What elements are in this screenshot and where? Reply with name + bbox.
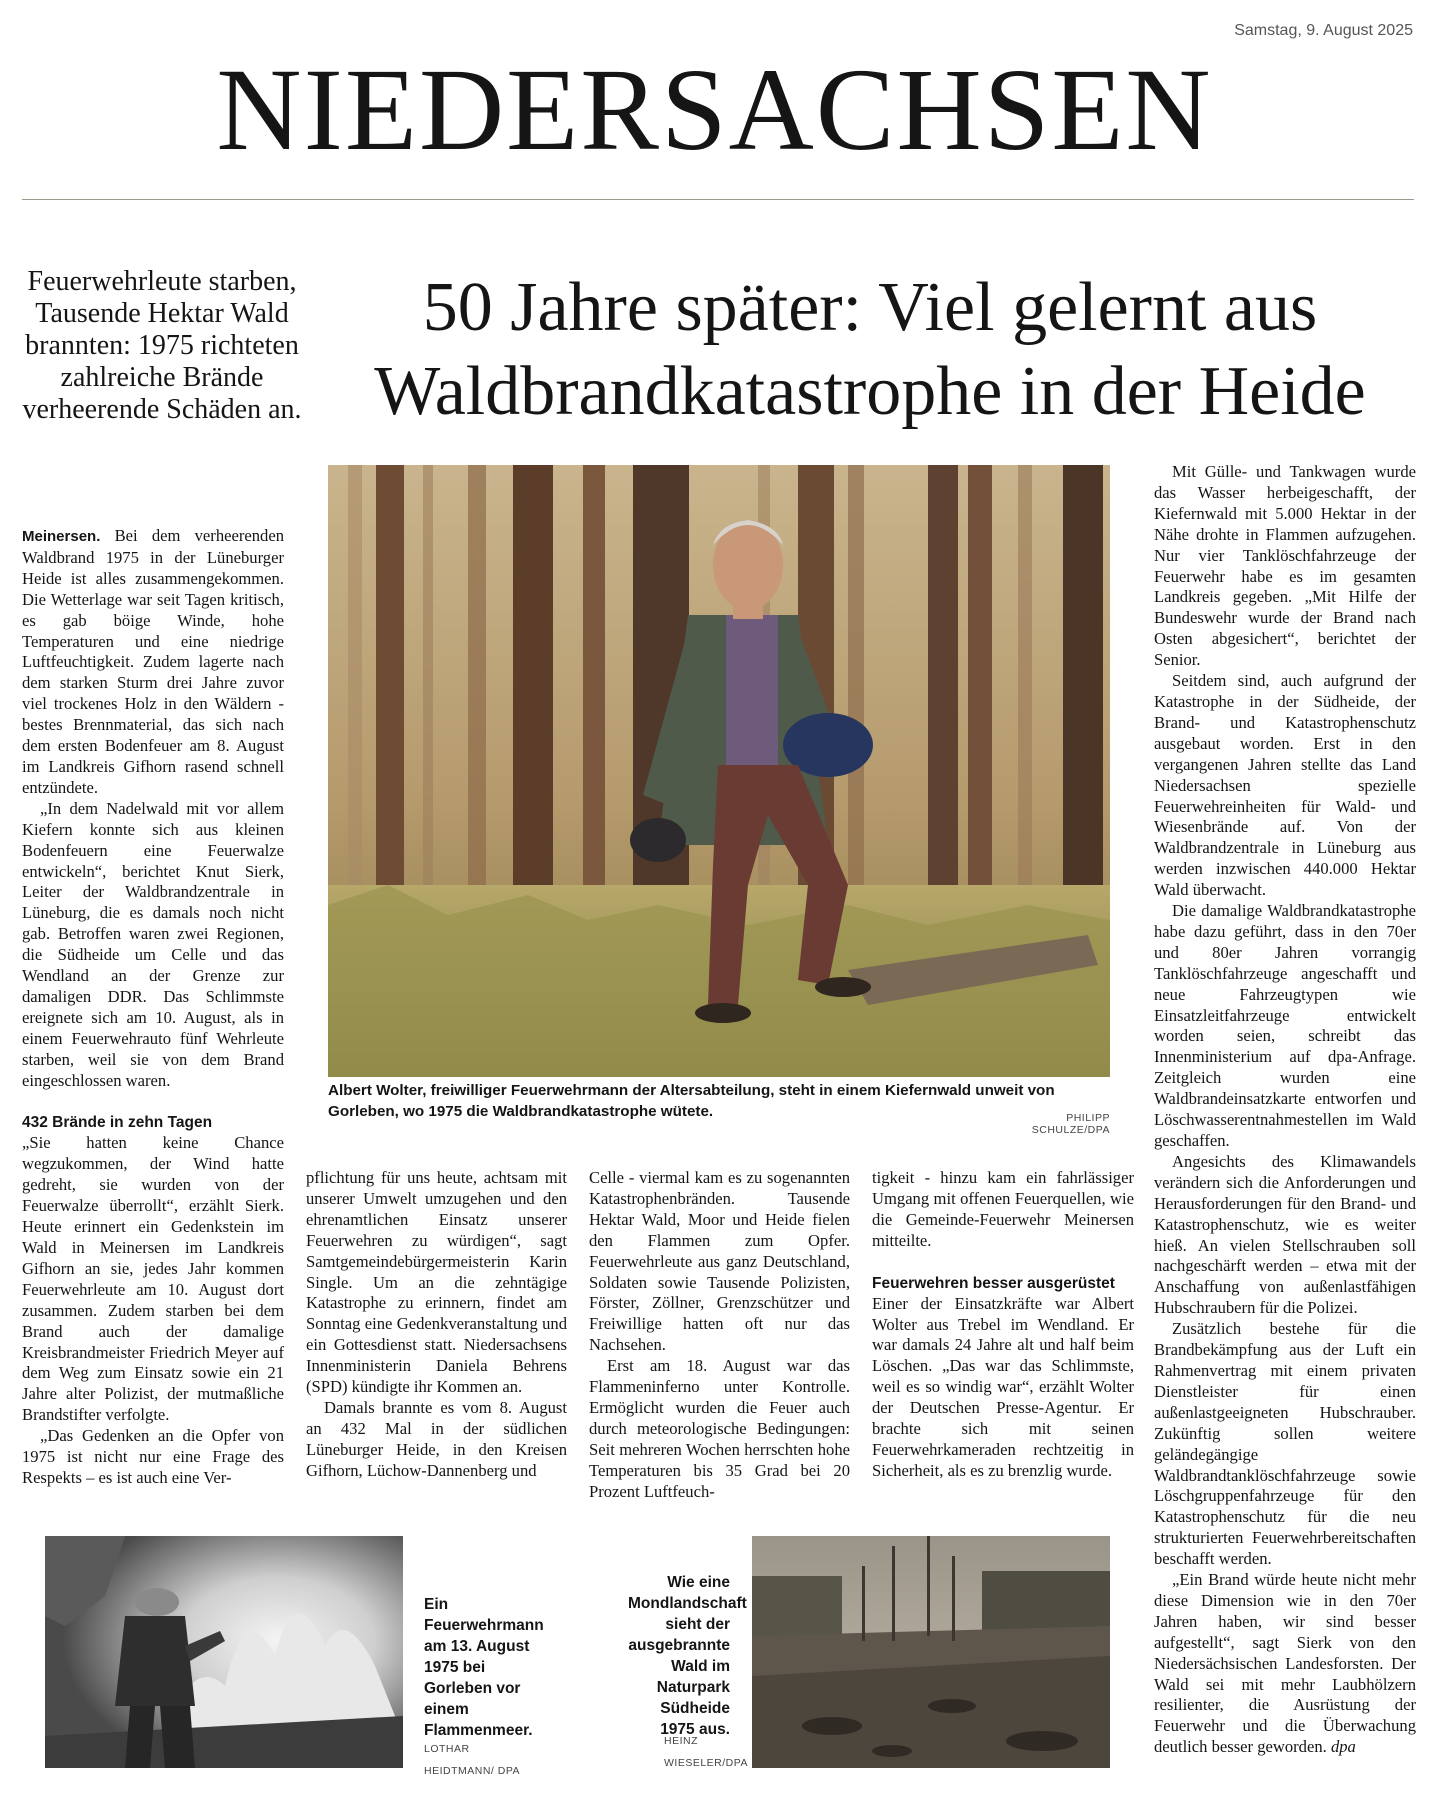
main-photo-caption: Albert Wolter, freiwilliger Feuerwehrmann der Altersabteilung, steht in einem Kiefernwald unweit von Gorleben, wo 1975 die Waldbrandkatastrophe wütete. xyxy=(328,1082,1055,1120)
agency-signature: dpa xyxy=(1330,1737,1356,1757)
article-paragraph: Angesichts des Klimawandels verändern sich die Anforderungen und Herausforderungen für den Brand- und Katastrophenschutz, wie es weiter hieß. An vielen Stellschrauben soll nachgeschärft werden – etwa mit der Anschaffung von außenlastfähigen Hubschraubern für die Polizei. xyxy=(1154,1151,1416,1318)
forest-portrait-image xyxy=(328,465,1110,1077)
dateline: Meinersen. xyxy=(22,528,101,545)
subheading: Feuerwehren besser ausgerüstet xyxy=(872,1274,1115,1292)
fire-photo xyxy=(45,1536,403,1768)
fire-photo-caption: Ein Feuerwehrmann am 13. August 1975 bei Gorleben vor einem Flammenmeer. xyxy=(424,1596,544,1739)
burnt-forest-caption: Wie eine Mondlandschaft sieht der ausgebrannte Wald im Naturpark Südheide 1975 aus. xyxy=(628,1574,747,1738)
article-paragraph: Seitdem sind, auch aufgrund der Katastrophe in der Südheide, der Brand- und Katastrophenschutz ausgebaut worden. Erst in den vergangenen Jahren stellte das Land Niedersachsen spezielle Feuerwehreinheiten für Wald- und Wiesenbrände auf. Von der Waldbrandzentrale in Lüneburg aus werden inzwischen 440.000 Hektar Wald überwacht. xyxy=(1154,671,1416,900)
article-paragraph: Damals brannte es vom 8. August an 432 Mal in der südlichen Lüneburger Heide, in den Kreisen Gifhorn, Lüchow-Dannenberg und xyxy=(306,1397,567,1480)
burnt-forest-photo xyxy=(752,1536,1110,1768)
article-paragraph: Einer der Einsatzkräfte war Albert Wolter aus Trebel im Wendland. Er war damals 24 Jahre alt und half beim Löschen. „Das war das Schlimmste, weil es so windig war“, erzählt Wolter der Deutschen Presse-Agentur. Er brachte sich mit seinen Feuerwehrkameraden rechtzeitig in Sicherheit, als es zu brenzlig wurde. xyxy=(872,1293,1134,1480)
article-paragraph: „Sie hatten keine Chance wegzukommen, der Wind hatte gedreht, sie wurden von der Feuerwalze überrollt“, erzählt Sierk. Heute erinnert ein Gedenkstein im Wald in Meinersen im Landkreis Gifhorn an sie, jedes Jahr kommen Feuerwehrleute am 10. August dort zusammen. Zudem starben bei dem Brand auch der damalige Kreisbrandmeister Friedrich Meyer auf dem Weg zum Einsatz sowie ein 21 Jahre alter Polizist, der mutmaßliche Brandstifter verfolgte. xyxy=(22,1133,284,1425)
article-column-1 xyxy=(22,526,284,1489)
article-paragraph: Mit Gülle- und Tankwagen wurde das Wasser herbeigeschafft, der Kiefernwald mit 5.000 Hektar in der Nähe drohte in Flammen aufzugehen. Nur vier Tanklöschfahrzeuge der Feuerwehr habe es im gesamten Landkreis gegeben. „Mit Hilfe der Bundeswehr wurde der Brand nach Osten abgesichert“, berichtet der Senior. xyxy=(1154,462,1416,670)
article-paragraph: „In dem Nadelwald mit vor allem Kiefern konnte sich aus kleinen Bodenfeuern eine Feuerwalze entwickeln“, berichtet Knut Sierk, Leiter der Waldbrandzentrale in Lüneburg, die es damals noch nicht gab. Betroffen waren zwei Regionen, die Südheide um Celle und das Wendland an der Grenze zur damaligen DDR. Das Schlimmste ereignete sich am 10. August, als in einem Feuerwehrauto fünf Wehrleute starben, weil sie von dem Brand eingeschlossen waren. xyxy=(22,798,284,1090)
main-photo xyxy=(328,465,1110,1077)
article-paragraph: pflichtung für uns heute, achtsam mit unserer Umwelt umzugehen und den ehrenamtlichen Einsatz unserer Feuerwehren zu würdigen“, sagt Samtgemeindebürgermeisterin Karin Single. Um an die zehntägige Katastrophe zu erinnern, findet am Sonntag eine Gedenkveranstaltung und ein Gottesdienst statt. Niedersachsens Innenministerin Daniela Behrens (SPD) kündigte ihr Kommen an. xyxy=(306,1168,567,1397)
article-paragraph: „Das Gedenken an die Opfer von 1975 ist nicht nur eine Frage des Respekts – es ist auch eine Ver- xyxy=(22,1426,284,1487)
burnt-forest-image xyxy=(752,1536,1110,1768)
firefighter-flames-image xyxy=(45,1536,403,1768)
burnt-forest-credit: HEINZ WIESELER/DPA xyxy=(664,1735,748,1769)
article-paragraph: tigkeit - hinzu kam ein fahrlässiger Umgang mit offenen Feuerquellen, wie die Gemeinde-Feuerwehr Meinersen mitteilte. xyxy=(872,1168,1134,1250)
article-paragraph: Die damalige Waldbrandkatastrophe habe dazu geführt, dass in den 70er und 80er Jahren vorrangig Tanklöschfahrzeuge angeschafft und neue Fahrzeugtypen wie Einsatzleitfahrzeuge entwickelt worden seien, schreibt das Innenministerium auf dpa-Anfrage. Zeitgleich wurden eine Waldbrandeinsatzkarte entworfen und Löschwasserentnahmestellen im Wald geschaffen. xyxy=(1154,901,1416,1150)
article-column-5 xyxy=(1154,462,1416,1758)
issue-date: Samstag, 9. August 2025 xyxy=(1234,22,1413,39)
headline-line-1: 50 Jahre später: Viel gelernt aus xyxy=(422,269,1318,346)
article-paragraph: Erst am 18. August war das Flammeninferno unter Kontrolle. Ermöglicht wurden die Feuer auch durch meteorologische Bedingungen: Seit mehreren Wochen herrschten hohe Temperaturen bis 35 Grad bei 20 Prozent Luftfeuch- xyxy=(589,1356,850,1501)
subheading: 432 Brände in zehn Tagen xyxy=(22,1114,213,1132)
article-column-2 xyxy=(306,1168,567,1482)
article-teaser: Feuerwehrleute starben, Tausende Hektar Wald brannten: 1975 richteten zahlreiche Brände verheerende Schäden an. xyxy=(22,266,302,425)
article-paragraph: Zusätzlich bestehe für die Brandbekämpfung aus der Luft ein Rahmenvertrag mit einem privaten Dienstleister für einen außenlastgeeigneten Hubschrauber. Zukünftig sollen weitere geländegängige Waldbrandtanklöschfahrzeuge sowie Löschgruppenfahrzeuge für den Katastrophenschutz für die neu strukturierten Feuerwehrbereitschaften beschafft werden. xyxy=(1154,1319,1416,1569)
article-column-3 xyxy=(589,1168,850,1503)
main-photo-credit: PHILIPP SCHULZE/DPA xyxy=(1031,1112,1110,1136)
article-headline xyxy=(330,266,1410,434)
fire-photo-credit: LOTHAR HEIDTMANN/ DPA xyxy=(424,1743,521,1777)
article-column-4 xyxy=(872,1168,1134,1482)
headline-line-2: Waldbrandkatastrophe in der Heide xyxy=(374,353,1366,430)
article-paragraph: „Ein Brand würde heute nicht mehr diese Dimension wie in den 70er Jahren haben, wir sind besser aufgestellt“, sagt Sierk von den Niedersächsischen Landesforsten. Der Wald sei mit mehr Laubhölzern resilienter, die Ausrüstung der Feuerwehr und die Überwachung deutlich besser geworden. dpa xyxy=(1154,1570,1416,1757)
header-divider xyxy=(22,199,1414,200)
section-masthead: NIEDERSACHSEN xyxy=(216,44,1213,175)
article-paragraph: Celle - viermal kam es zu sogenannten Katastrophenbränden. Tausende Hektar Wald, Moor und Heide fielen den Flammen zum Opfer. Feuerwehrleute aus ganz Deutschland, Soldaten sowie Tausende Polizisten, Förster, Zöllner, Grenzschützer und Freiwillige hatten oft nur das Nachsehen. xyxy=(589,1168,850,1355)
article-paragraph: Meinersen. Bei dem verheerenden Waldbrand 1975 in der Lüneburger Heide ist alles zusammengekommen. Die Wetterlage war seit Tagen kritisch, es gab böige Winde, hohe Temperaturen und eine niedrige Luftfeuchtigkeit. Zudem lagerte nach dem starken Sturm drei Jahre zuvor viel trockenes Holz in den Wäldern - bestes Brennmaterial, das sich nach dem ersten Bodenfeuer am 8. August im Landkreis Gifhorn rasend schnell entzündete. xyxy=(22,526,284,797)
